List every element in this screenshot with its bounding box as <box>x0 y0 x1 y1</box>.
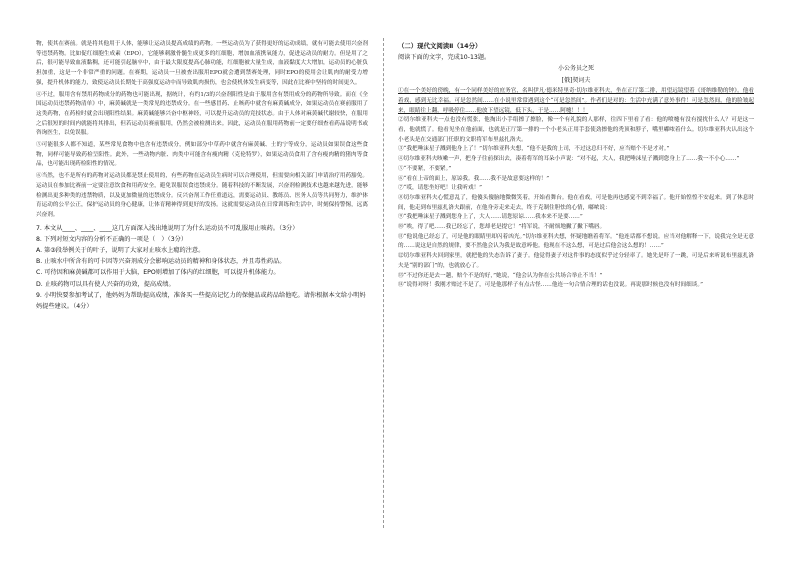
story-paragraph: ⑤“不要紧，不要紧。” <box>398 165 452 172</box>
article-paragraph: ⑥当然，也不是所有的药物对运动员都是禁止使用的，有些药物在运动员生病时可以合理使用，但需要向相关部门申请治疗用药豁免。运动员在参加比赛前一定要注意饮食和用药安全，避免误服误食违禁成分。随着科技的不断发展，兴奋剂检测技术也越来越先进，能够检测出更多种类的违禁物质，以及更加微量的违禁成分。反兴奋剂工作任重道远，需要运动员、教练员、医务人员等共同努力，维护体育运动的公平公正，保护运动员的身心健康，让体育精神得到更好的发扬。这就需要运动员在日常训练和生活中，时刻保持警惕，远离兴奋剂。 <box>36 173 368 218</box>
option-b: B. 止咳水中所含有的可卡因等兴奋剂成分会影响运动员的精神和身体状态，并且毒性药品。 <box>36 258 286 266</box>
story-paragraph: ②切尔维亚科夫一点也没有慌张，他掏出小手绢擦了擦脸，像一个有礼貌的人那样，往四下里看了看：他的喷嚏有没有搅扰什么人？可是这一看，他就慌了。他看见坐在他前面，也就是正厅第一排的一个小老头正用手套使劲擦他的秃顶和脖子，嘴里嘟哝着什么。切尔维亚科夫认出这个小老头是在交通部门任职的文职将军布里兹扎洛夫。 <box>398 117 754 143</box>
article-paragraph: ④不过，服用含有禁用药物成分的药物也可能出现，据统计，有约1/3的兴奋剂阳性是由于服用含有禁用成分的药物所导致。而在《全国运动员违禁药物清单》中，麻黄碱就是一类常见的违禁成分。在一些感冒药、止咳药中就含有麻黄碱成分，如果运动员在赛前服用了这类药物，在药检时就会出现阳性结果。麻黄碱能够兴奋中枢神经，可以提升运动员的竞技状态。由于人体对麻黄碱代谢较快，在服用之后很短的时间内就能将其排出，但若运动员赛前服用，仍然会被检测出来。因此，运动员在服用药物前一定要仔细查看药品说明书或咨询医生，以免误服。 <box>36 91 368 137</box>
article-paragraph: ⑤可能很多人都不知道，某些常见食物中也含有违禁成分，例如部分中草药中就含有麻黄碱、士的宁等成分，运动员如果误食这些食物，同样可能导致药检呈阳性。此外，一些动物内脏、肉类中可能含有瘦肉精（克伦特罗），如果运动员食用了含有瘦肉精的猪肉等食品，也可能出现药检阳性的情况。 <box>36 142 368 168</box>
story-paragraph: ⑫切尔维亚科夫回到家里，就把他的失态告诉了妻子。他觉得妻子对这件事的态度似乎过分轻率了。她先是吓了一跳，可是后来听说布里兹扎洛夫是“别的部门”的，也就放心了。 <box>398 253 754 269</box>
column-divider <box>383 38 384 528</box>
option-a: A. 第③段举例关于的叶子，说明了大家对止咳水上瘾的注意。 <box>36 247 205 255</box>
right-column <box>398 40 754 291</box>
story-paragraph: ⑦“哎，请您坐好吧！让我听戏！” <box>398 185 483 192</box>
story-paragraph: ③“我把唾沫星子溅到他身上了！”切尔维亚科夫想，“他不是我的上司，不过这总归不好，应当赔个不是才对。” <box>398 146 670 153</box>
story-title: 小公务员之死 <box>557 65 594 73</box>
story-paragraph: ⑥“看在上帝的面上，原谅我。我……我不是故意要这样的！” <box>398 175 550 182</box>
option-c: C. 可待因和麻黄碱都可以作用于大脑，EPO则增加了体内的红细胞，可以提升机体能力。 <box>36 269 280 277</box>
instruction: 阅读下面的文字，完成10-13题。 <box>398 54 491 61</box>
option-d: D. 止咳药物可以具有使人兴奋的功效，提高成绩。 <box>36 280 175 288</box>
question-8: 8. 下列对短文内容的分析不正确的一项是（ ）（3分） <box>36 235 188 243</box>
story-paragraph: ⑩“唉，得了吧……我已经忘了，您却老是提它！”将军说，不耐烦地撇了撇下嘴唇。 <box>398 224 606 231</box>
story-paragraph: ⑪“他说他已经忘了，可是他的眼睛里却闪着凶光。”切尔维亚科夫想，怀疑地瞧着将军。“他连话都不想说。应当对他解释一下，说我完全是无意的……说这是自然的规律，要不然他会认为我是故意啐他。他现在不这么想，可是过后他会这么想的！……” <box>398 233 754 250</box>
story-author: [俄]契诃夫 <box>561 77 591 85</box>
story-paragraph: ⑬“不过你还是去一趟，赔个不是的好，”她说，“他会认为你在公共场合举止不当！” <box>398 272 603 279</box>
section-title: （二）现代文阅读Ⅱ（14分） <box>398 42 482 50</box>
story-paragraph: ⑧切尔维亚科夫心慌意乱了，他傻头傻脑地微微笑着，开始看舞台。他在看戏，可是他再也感觉不到幸福了。他开始惶惶不安起来。到了休息时间，他走到布里兹扎洛夫跟前，在他身旁走来走去，终于克制住胆怯的心情，嘟哝说： <box>398 194 754 211</box>
story-paragraph: ④切尔维亚科夫咳嗽一声，把身子往前探出去，凑着将军的耳朵小声说：“对不起，大人，我把唾沫星子溅到您身上了……我一不小心……” <box>398 156 740 163</box>
story-paragraph: ①在一个美好的傍晚，有一个同样美好的庶务官，名叫伊凡·德米特里奇·切尔维亚科夫，坐在正厅第二排，用望远镜望着《哥纳维勒的钟》。他看着戏，感到无比幸福。可是忽然间……在小说里常常遇到这个“可是忽然间”。作者们是对的：生活中充满了意外事件！可是忽然间，他的脸皱起来，眼睛往上翻，呼吸停住……他放下望远镜，低下头，于是……阿嚏！！！ <box>398 88 754 114</box>
article-paragraph: 物，使其在赛前。就是将其他用于人体，能够让运动员提高成绩的药物。一些运动员为了获得更好的运动成绩，就有可能去使用兴奋剂等违禁药物。比如促红细胞生成素（EPO），它能够刺激骨髓生成更多的红细胞，增加血液携氧能力，促进运动员的耐力。但是用了之后，很可能导致血液黏稠，还可能引起脑卒中，由于最大限度提高心肺功能，红细胞被大量生成，血液黏度大大增加，运动员的心脏负担加重，这是一个非常严重的问题。在赛期，运动员一旦被查出服用EPO就会遭到禁赛处理，同时EPO的使用会让肌肉的耐受力增强，提升机体的能力，致使运动员长期处于高强度运动中而导致肌肉损伤，也会使机体发生病变等，因此在比赛中坚持的时间更久。 <box>36 41 368 86</box>
story-paragraph: ⑭“说得对呀！我刚才赔过不是了，可是他那样子有点古怪……他连一句合情合理的话也没说。再说那时候也没有时间细谈。” <box>398 282 703 289</box>
left-column <box>36 40 368 312</box>
story-paragraph: ⑨“我把唾沫星子溅到您身上了，大人……请您原谅……我本来不是要……” <box>398 214 583 221</box>
question-7: 7. 本文从____、____、____这几方面深入浅出地说明了为什么运动员不可乱服用止咳药。（3分） <box>36 224 299 232</box>
question-9: 9. 小明快要参加考试了，他妈妈为帮助提高成绩，准备买一些提高记忆力的保健品或药品给他吃。请你根据本文给小明妈妈提些建议。（4分） <box>36 291 366 311</box>
